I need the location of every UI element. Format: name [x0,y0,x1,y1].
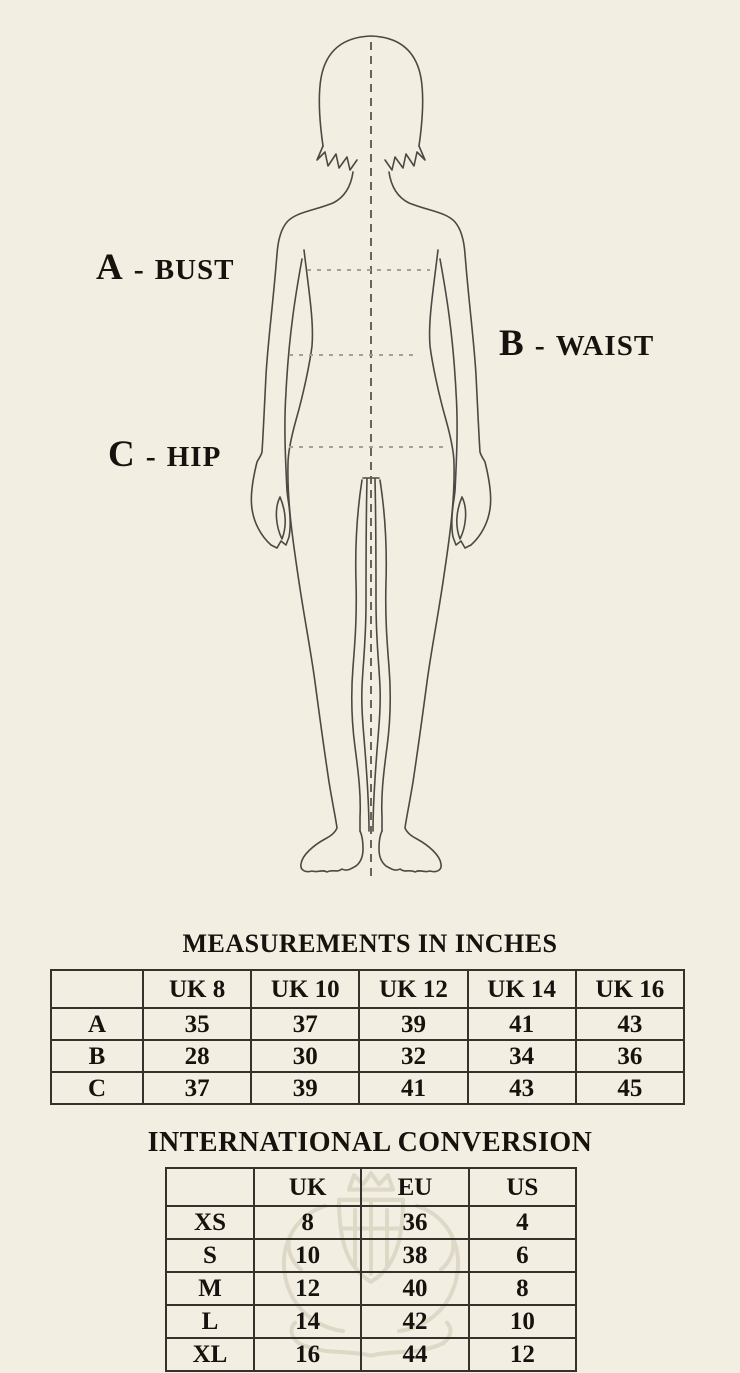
measurements-table [50,969,685,1105]
right-inner-leg-outline [380,480,390,831]
bust-label-letter: A [96,247,123,288]
row-label-c: C [51,1072,143,1104]
cell-xs-us: 4 [469,1206,576,1239]
leg-gap-left-edge [362,479,369,831]
cell-c-uk12: 41 [359,1072,467,1104]
cell-c-uk16: 45 [576,1072,684,1104]
cell-c-uk14: 43 [468,1072,576,1104]
col-header-uk12: UK 12 [359,970,467,1008]
hip-label-separator: - [145,440,156,473]
conversion-table-title: INTERNATIONAL CONVERSION [147,1127,593,1158]
cell-l-uk: 14 [254,1305,361,1338]
col-header-eu: EU [361,1168,468,1206]
cell-s-us: 6 [469,1239,576,1272]
cell-xs-uk: 8 [254,1206,361,1239]
hip-label-word: HIP [166,441,222,473]
waist-label-letter: B [499,323,524,364]
measurements-table-title: MEASUREMENTS IN INCHES [182,929,558,958]
table-row [51,1072,684,1104]
table-row [166,1338,576,1371]
cell-c-uk10: 39 [251,1072,359,1104]
cell-m-uk: 12 [254,1272,361,1305]
waist-label-word: WAIST [555,330,655,362]
corner-cell [166,1168,254,1206]
bust-label-word: BUST [154,254,235,286]
cell-xl-eu: 44 [361,1338,468,1371]
bust-label-separator: - [133,253,144,286]
cell-m-us: 8 [469,1272,576,1305]
col-header-uk8: UK 8 [143,970,251,1008]
left-thumb-outline [276,497,285,539]
conversion-table-wrapper [165,1167,577,1372]
row-label-m: M [166,1272,254,1305]
cell-s-uk: 10 [254,1239,361,1272]
cell-c-uk8: 37 [143,1072,251,1104]
leg-gap-right-edge [373,479,380,831]
col-header-uk14: UK 14 [468,970,576,1008]
col-header-uk10: UK 10 [251,970,359,1008]
waist-label [499,325,654,362]
waist-label-separator: - [534,329,545,362]
corner-cell [51,970,143,1008]
row-label-s: S [166,1239,254,1272]
row-label-a: A [51,1008,143,1040]
cell-a-uk14: 41 [468,1008,576,1040]
cell-b-uk10: 30 [251,1040,359,1072]
left-arm-outline [251,172,353,548]
table-row [166,1305,576,1338]
table-row [51,1040,684,1072]
cell-l-eu: 42 [361,1305,468,1338]
cell-s-eu: 38 [361,1239,468,1272]
left-inner-leg-outline [352,480,362,831]
cell-b-uk16: 36 [576,1040,684,1072]
cell-xl-us: 12 [469,1338,576,1371]
cell-b-uk12: 32 [359,1040,467,1072]
cell-b-uk8: 28 [143,1040,251,1072]
col-header-uk: UK [254,1168,361,1206]
hair-spikes-right [385,146,425,170]
right-arm-outline [389,172,491,548]
cell-a-uk10: 37 [251,1008,359,1040]
col-header-us: US [469,1168,576,1206]
cell-b-uk14: 34 [468,1040,576,1072]
hair-spikes-left [317,146,357,170]
hip-label-letter: C [108,434,135,475]
table-row [166,1272,576,1305]
right-torso-leg-outline [379,250,454,872]
col-header-uk16: UK 16 [576,970,684,1008]
row-label-b: B [51,1040,143,1072]
cell-a-uk16: 43 [576,1008,684,1040]
row-label-xs: XS [166,1206,254,1239]
bust-label [96,249,235,286]
right-thumb-outline [457,497,466,539]
table-row [166,1206,576,1239]
conversion-header-row [166,1168,576,1206]
cell-a-uk8: 35 [143,1008,251,1040]
cell-l-us: 10 [469,1305,576,1338]
table-row [51,1008,684,1040]
row-label-l: L [166,1305,254,1338]
left-torso-leg-outline [288,250,363,872]
conversion-table [165,1167,577,1372]
hip-label [108,436,221,473]
measurements-header-row [51,970,684,1008]
cell-xs-eu: 36 [361,1206,468,1239]
cell-a-uk12: 39 [359,1008,467,1040]
table-row [166,1239,576,1272]
cell-m-eu: 40 [361,1272,468,1305]
cell-xl-uk: 16 [254,1338,361,1371]
row-label-xl: XL [166,1338,254,1371]
